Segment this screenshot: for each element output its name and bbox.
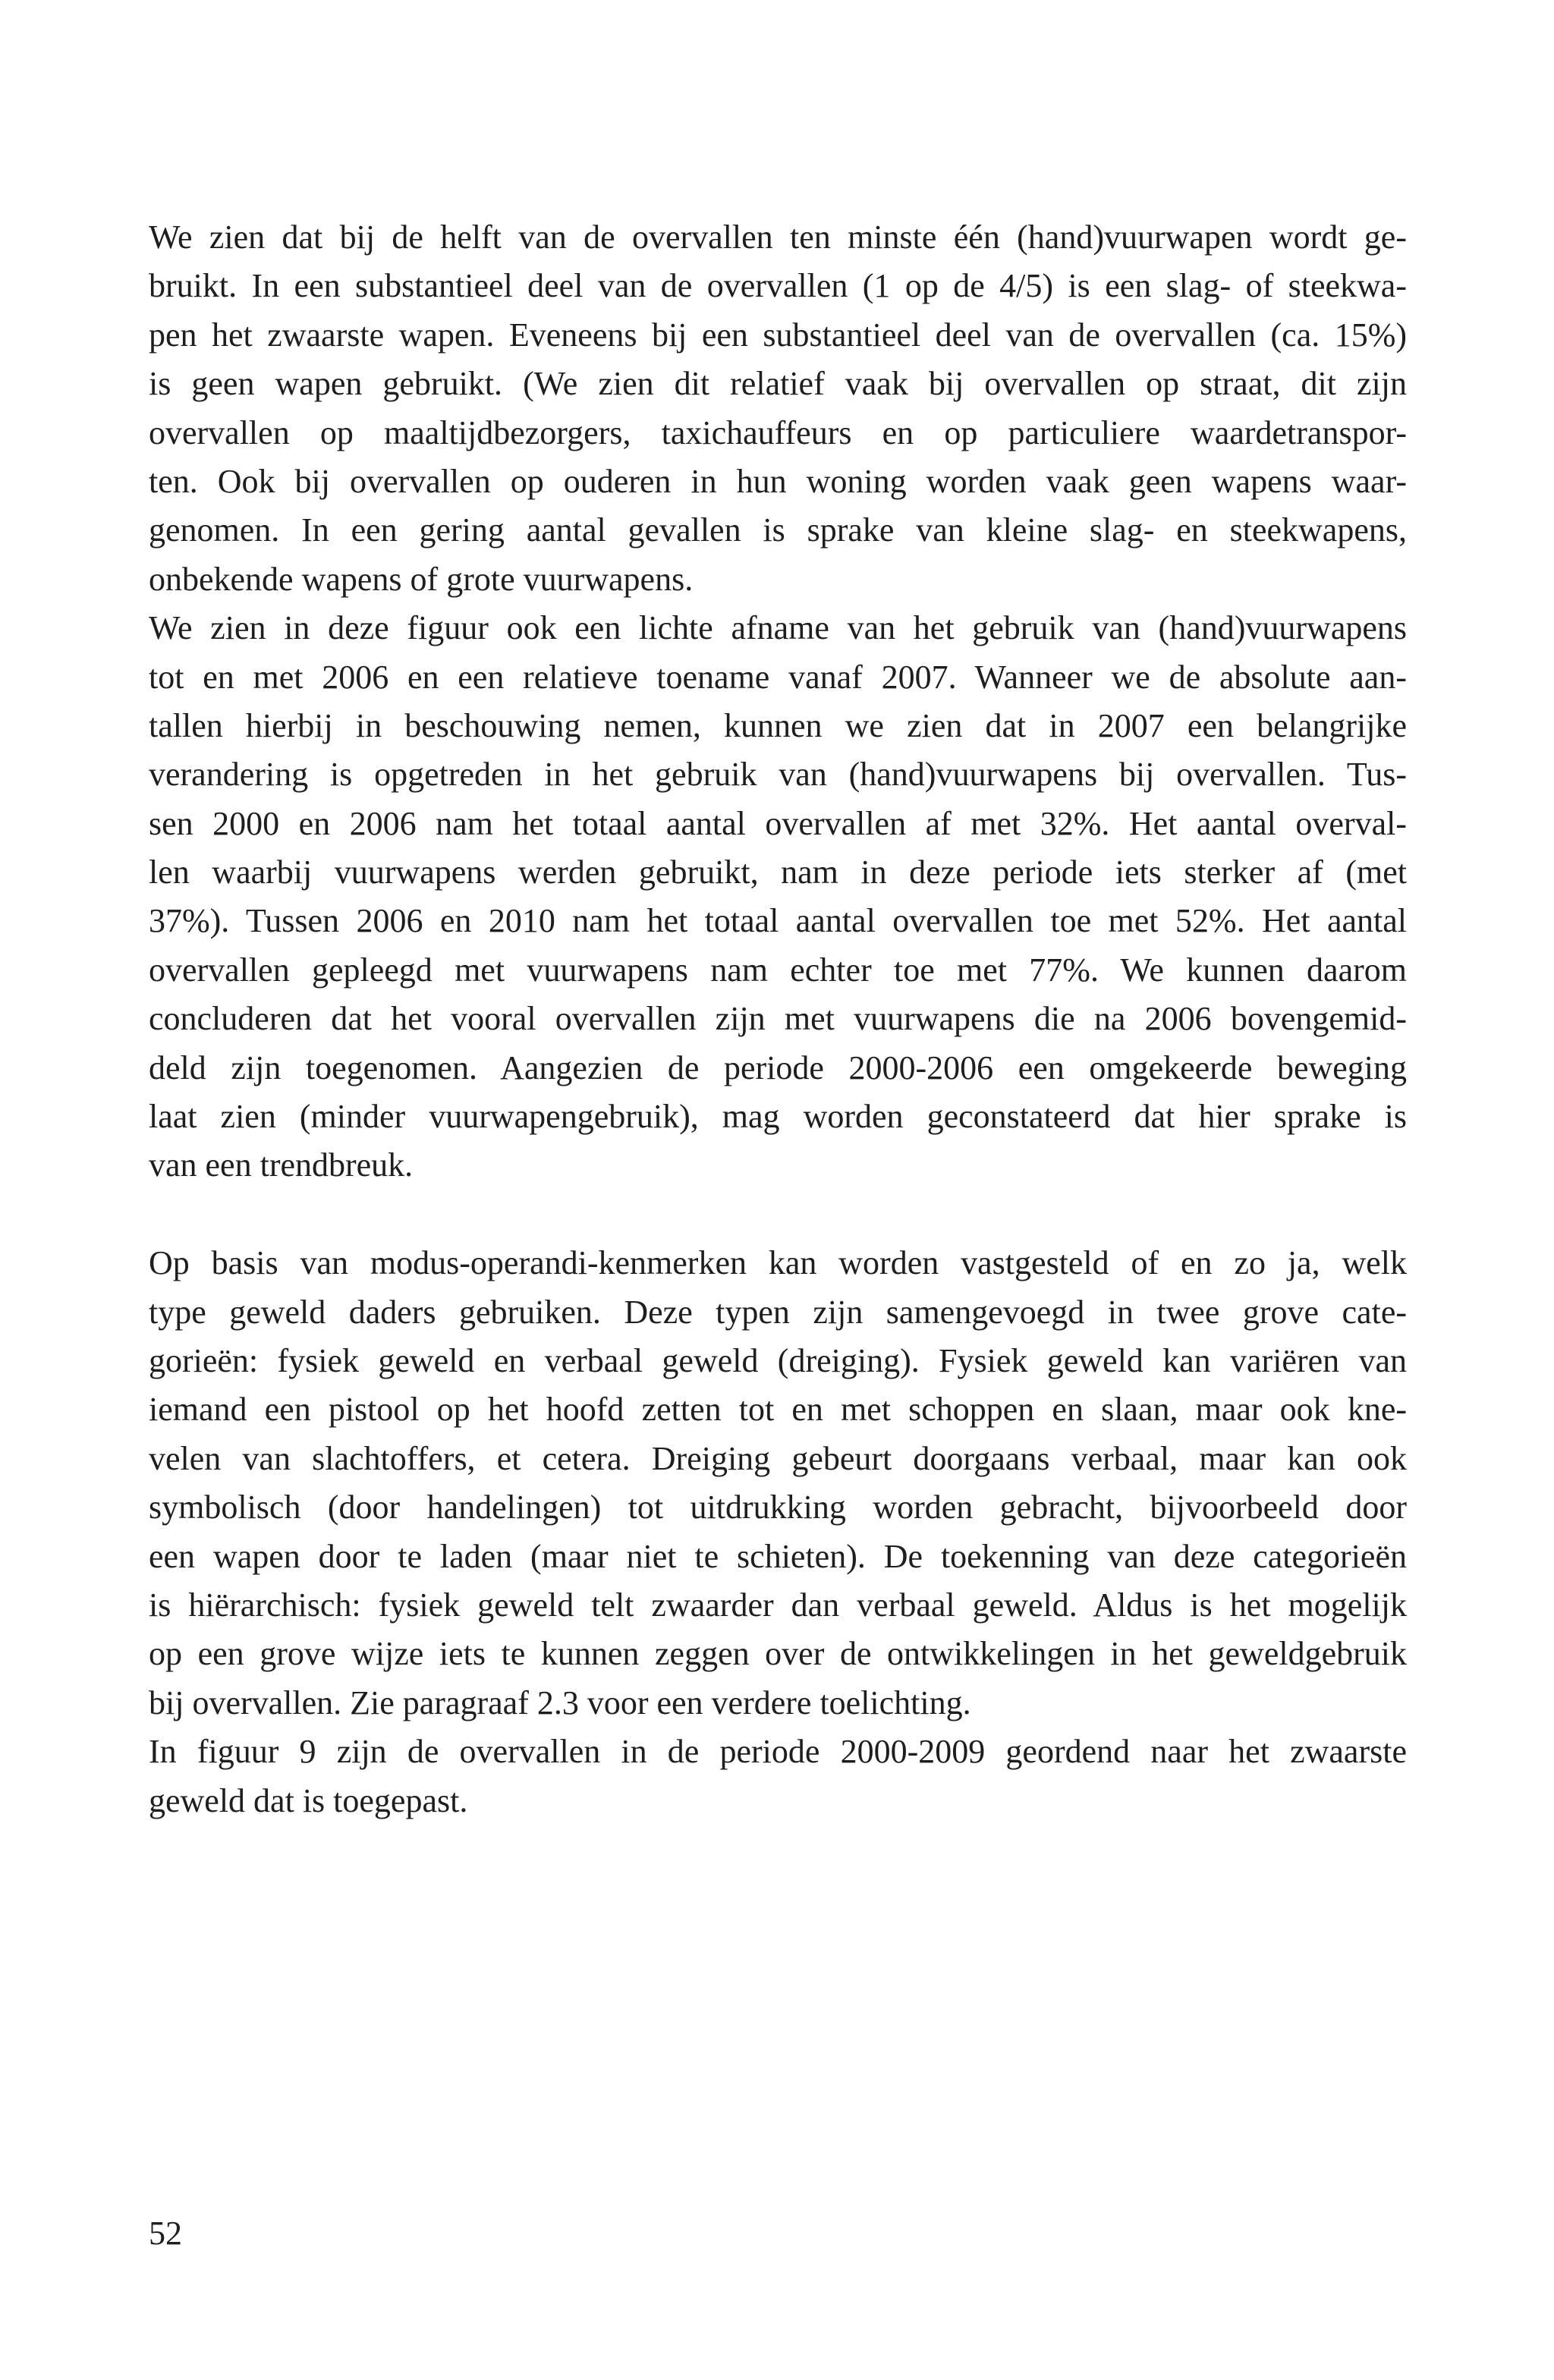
text-line: bij overvallen. Zie paragraaf 2.3 voor een verdere toelichting.	[149, 1684, 971, 1721]
text-line: tallen hierbij in beschouwing nemen, kunnen we zien dat in 2007 een belangrijke	[149, 706, 1407, 744]
text-line: tot en met 2006 en een relatieve toename vanaf 2007. Wanneer we de absolute aan-	[149, 658, 1407, 696]
text-line: We zien dat bij de helft van de overvallen ten minste één (hand)vuurwapen wordt ge-	[149, 219, 1407, 256]
text-line: bruikt. In een substantieel deel van de overvallen (1 op de 4/5) is een slag- of steekwa-	[149, 267, 1407, 305]
text-line: In figuur 9 zijn de overvallen in de periode 2000-2009 geordend naar het zwaarste	[149, 1733, 1407, 1771]
paragraph-firearm-trend	[149, 604, 1407, 1190]
text-line: een wapen door te laden (maar niet te schieten). De toekenning van deze categorieën	[149, 1537, 1407, 1575]
text-line: iemand een pistool op het hoofd zetten tot en met schoppen en slaan, maar ook kne-	[149, 1391, 1407, 1429]
text-line: van een trendbreuk.	[149, 1146, 414, 1184]
text-line: overvallen gepleegd met vuurwapens nam echter toe met 77%. We kunnen daarom	[149, 951, 1407, 989]
text-line: len waarbij vuurwapens werden gebruikt, nam in deze periode iets sterker af (met	[149, 854, 1407, 891]
text-line: gorieën: fysiek geweld en verbaal geweld (dreiging). Fysiek geweld kan variëren van	[149, 1341, 1407, 1379]
text-line: geweld dat is toegepast.	[149, 1781, 468, 1819]
text-line: We zien in deze figuur ook een lichte afname van het gebruik van (hand)vuurwapens	[149, 609, 1407, 647]
text-line: sen 2000 en 2006 nam het totaal aantal overvallen af met 32%. Het aantal overval-	[149, 804, 1407, 842]
text-line: laat zien (minder vuurwapengebruik), mag worden geconstateerd dat hier sprake is	[149, 1098, 1407, 1136]
text-line: is hiërarchisch: fysiek geweld telt zwaarder dan verbaal geweld. Aldus is het mogelijk	[149, 1586, 1407, 1624]
text-line: overvallen op maaltijdbezorgers, taxichauffeurs en op particuliere waardetranspor-	[149, 413, 1407, 451]
page-number: 52	[149, 2215, 182, 2252]
paragraph-spacer	[149, 1190, 1407, 1239]
paragraph-weapons-usage	[149, 213, 1407, 604]
text-line: ten. Ook bij overvallen op ouderen in hun woning worden vaak geen wapens waar-	[149, 462, 1407, 500]
text-line: is geen wapen gebruikt. (We zien dit relatief vaak bij overvallen op straat, dit zijn	[149, 365, 1407, 403]
paragraph-figure-reference	[149, 1728, 1407, 1825]
text-line: concluderen dat het vooral overvallen zijn met vuurwapens die na 2006 bovengemid-	[149, 1000, 1407, 1038]
text-line: genomen. In een gering aantal gevallen is sprake van kleine slag- en steekwapens,	[149, 511, 1407, 549]
body-text	[149, 213, 1407, 1825]
text-line: Op basis van modus-operandi-kenmerken kan worden vastgesteld of en zo ja, welk	[149, 1244, 1407, 1282]
text-line: pen het zwaarste wapen. Eveneens bij een substantieel deel van de overvallen (ca. 15%)	[149, 316, 1407, 354]
text-line: onbekende wapens of grote vuurwapens.	[149, 560, 694, 598]
text-line: op een grove wijze iets te kunnen zeggen over de ontwikkelingen in het geweldgebruik	[149, 1635, 1407, 1673]
paragraph-violence-types	[149, 1239, 1407, 1728]
text-line: symbolisch (door handelingen) tot uitdrukking worden gebracht, bijvoorbeeld door	[149, 1489, 1407, 1526]
text-line: 37%). Tussen 2006 en 2010 nam het totaal aantal overvallen toe met 52%. Het aantal	[149, 902, 1407, 940]
text-line: velen van slachtoffers, et cetera. Dreiging gebeurt doorgaans verbaal, maar kan ook	[149, 1439, 1407, 1477]
text-line: verandering is opgetreden in het gebruik van (hand)vuurwapens bij overvallen. Tus-	[149, 756, 1407, 794]
text-line: type geweld daders gebruiken. Deze typen zijn samengevoegd in twee grove cate-	[149, 1293, 1407, 1331]
text-line: deld zijn toegenomen. Aangezien de periode 2000-2006 een omgekeerde beweging	[149, 1049, 1407, 1086]
